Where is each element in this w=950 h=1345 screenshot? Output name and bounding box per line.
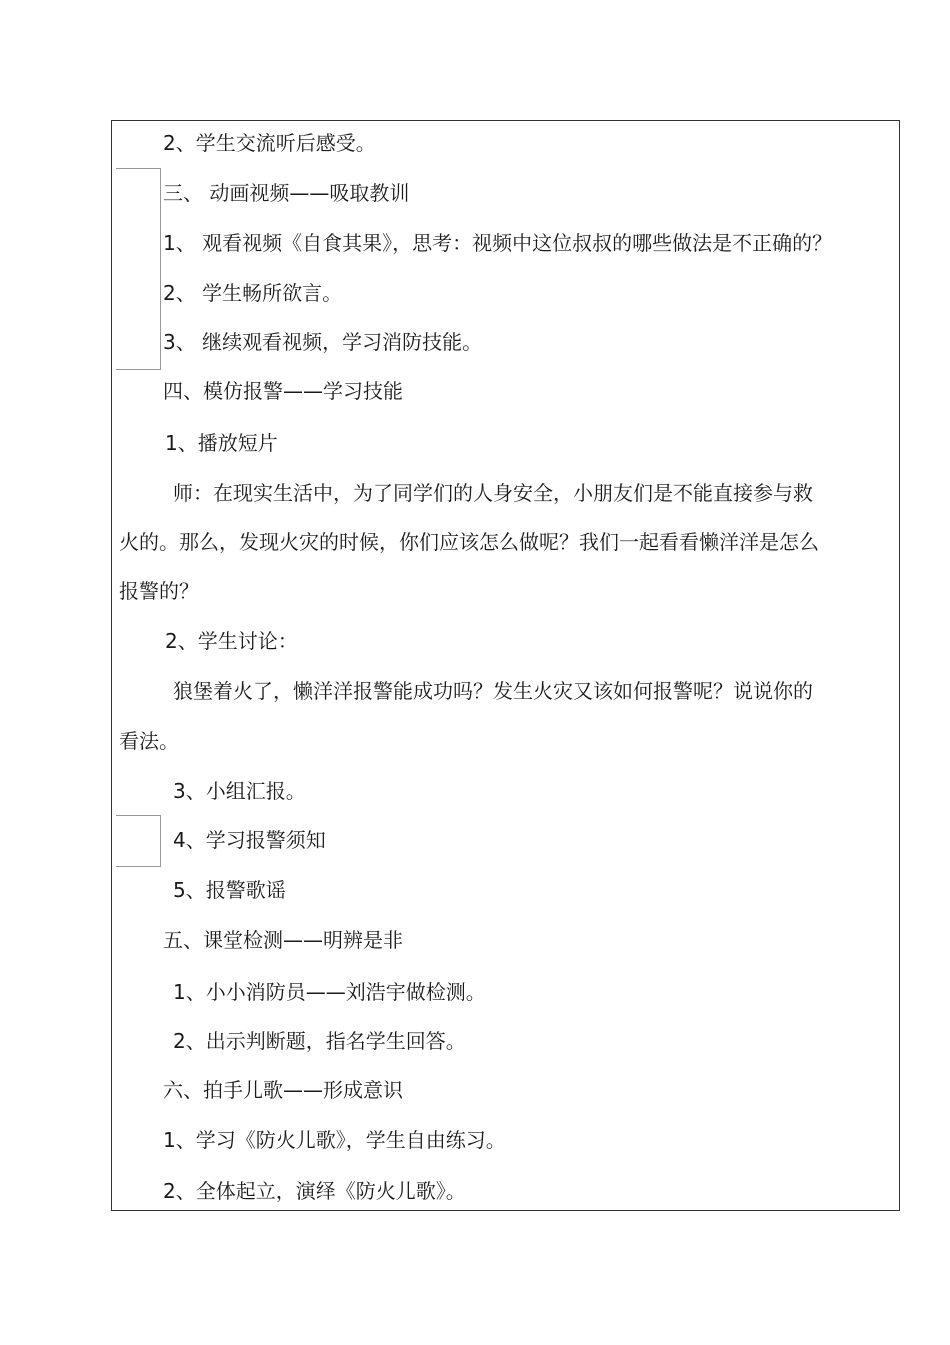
text-line: 2、学生讨论：: [165, 629, 298, 653]
text-line: 1、小小消防员——刘浩宇做检测。: [173, 980, 486, 1004]
text-line: 1、 观看视频《自食其果》，思考：视频中这位叔叔的哪些做法是不正确的？: [163, 231, 833, 255]
paragraph-line: 师：在现实生活中，为了同学们的人身安全，小朋友们是不能直接参与救: [173, 481, 813, 505]
paragraph-line: 火的。那么，发现火灾的时候，你们应该怎么做呢？我们一起看看懒洋洋是怎么: [119, 530, 819, 554]
text-line: 2、 学生畅所欲言。: [163, 281, 343, 305]
text-line: 2、全体起立，演绎《防火儿歌》。: [163, 1179, 466, 1203]
section-heading: 四、模仿报警——学习技能: [163, 379, 403, 403]
text-line: 4、学习报警须知: [173, 828, 326, 852]
text-line: 2、出示判断题，指名学生回答。: [173, 1029, 466, 1053]
paragraph-line: 狼堡着火了，懒洋洋报警能成功吗？发生火灾又该如何报警呢？说说你的: [173, 679, 813, 703]
cell-border-fragment: [116, 815, 161, 867]
section-heading: 五、课堂检测——明辨是非: [163, 928, 403, 952]
text-line: 3、 继续观看视频，学习消防技能。: [163, 330, 483, 354]
text-line: 2、学生交流听后感受。: [163, 131, 376, 155]
text-line: 5、报警歌谣: [173, 878, 286, 902]
text-line: 1、播放短片: [165, 431, 278, 455]
section-heading: 三、 动画视频——吸取教训: [163, 181, 410, 205]
paragraph-line: 看法。: [119, 729, 179, 753]
section-heading: 六、拍手儿歌——形成意识: [163, 1078, 403, 1102]
paragraph-line: 报警的？: [119, 579, 199, 603]
text-line: 3、小组汇报。: [173, 779, 306, 803]
cell-border-fragment: [116, 168, 161, 370]
text-line: 1、学习《防火儿歌》，学生自由练习。: [163, 1128, 506, 1152]
